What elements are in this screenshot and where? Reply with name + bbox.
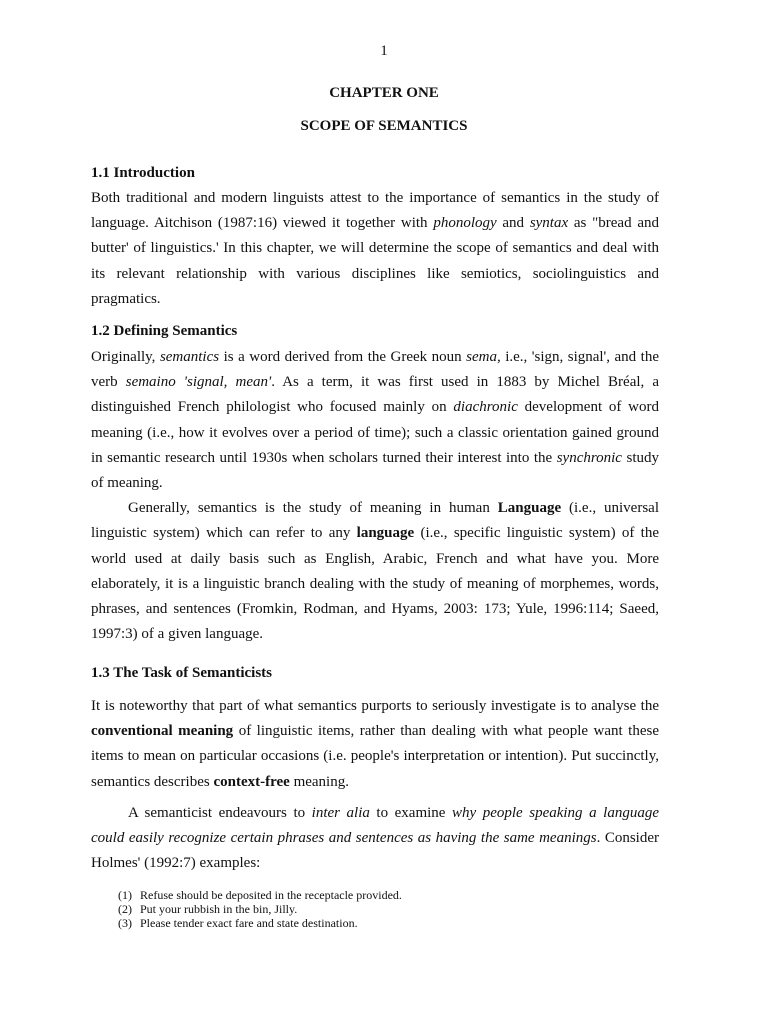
chapter-label: CHAPTER ONE bbox=[329, 85, 439, 101]
paragraph: A semanticist endeavours to inter alia to examine why people speaking a language could easily recognize certain phrases and sentences as having the same meanings. Consider Holmes' (1992:7) examples: bbox=[91, 805, 659, 872]
example-list bbox=[118, 888, 402, 930]
example-item: (1) Refuse should be deposited in the receptacle provided. bbox=[118, 888, 402, 902]
paragraph: Generally, semantics is the study of meaning in human Language (i.e., universal linguistic system) which can refer to any language (i.e., specific linguistic system) of the world used at daily basis such as English, Arabic, French and what have you. More elaborately, it is a linguistic branch dealing with the study of meaning of morphemes, words, phrases, and sentences (Fromkin, Rodman, and Hyams, 2003: 173; Yule, 1996:114; Saeed, 1997:3) of a given language. bbox=[91, 500, 659, 643]
page-number: 1 bbox=[380, 43, 388, 59]
section-heading-defining-semantics: 1.2 Defining Semantics bbox=[91, 323, 238, 339]
example-item: (3) Please tender exact fare and state destination. bbox=[118, 916, 358, 930]
section-task-body-1 bbox=[91, 694, 659, 795]
paragraph: Originally, semantics is a word derived from the Greek noun sema, i.e., 'sign, signal', and the verb semaino 'signal, mean'. As a term, it was first used in 1883 by Michel Bréal, a distinguished French philologist who focused mainly on diachronic development of word meaning (i.e., how it evolves over a period of time); such a classic orientation gained ground in semantic research until 1930s when scholars turned their interest into the synchronic study of meaning. bbox=[91, 349, 659, 492]
paragraph: It is noteworthy that part of what semantics purports to seriously investigate is to analyse the conventional meaning of linguistic items, rather than dealing with what people want these items to mean on particular occasions (i.e. people's interpretation or intention). Put succinctly, semantics describes context-free meaning. bbox=[91, 698, 659, 790]
chapter-title: SCOPE OF SEMANTICS bbox=[300, 118, 468, 134]
paragraph: Both traditional and modern linguists attest to the importance of semantics in the study of language. Aitchison (1987:16) viewed it together with phonology and syntax as "bread and butter' of linguistics.' In this chapter, we will determine the scope of semantics and deal with its relevant relationship with various disciplines like semiotics, sociolinguistics and pragmatics. bbox=[91, 190, 659, 307]
section-heading-introduction: 1.1 Introduction bbox=[91, 165, 195, 181]
section-heading-task-of-semanticists: 1.3 The Task of Semanticists bbox=[91, 665, 273, 681]
section-introduction-body bbox=[91, 186, 659, 312]
section-defining-semantics-body bbox=[91, 345, 659, 647]
section-task-body-2 bbox=[91, 801, 659, 877]
example-item: (2) Put your rubbish in the bin, Jilly. bbox=[118, 902, 298, 916]
